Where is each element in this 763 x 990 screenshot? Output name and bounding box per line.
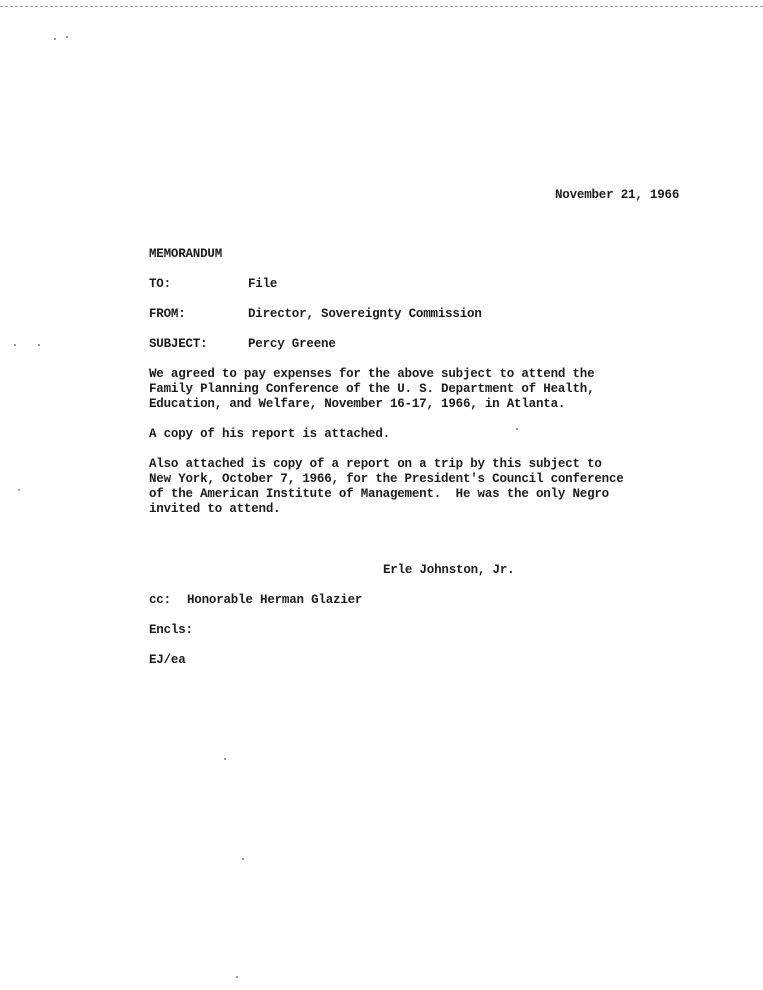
body-paragraph-expenses <box>149 367 594 412</box>
body-line: We agreed to pay expenses for the above subject to attend the <box>149 367 595 381</box>
cc-label: cc: <box>149 593 171 607</box>
scan-speck <box>516 428 518 430</box>
scan-speck <box>242 858 244 860</box>
scan-speck <box>18 489 20 491</box>
body-paragraph-report <box>149 427 390 442</box>
scan-speck <box>14 344 16 346</box>
body-line: of the American Institute of Management. He was the only Negro <box>149 487 609 501</box>
body-line: Family Planning Conference of the U. S. Department of Health, <box>149 382 595 396</box>
body-line: Education, and Welfare, November 16-17, 1966, in Atlanta. <box>149 397 566 411</box>
from-label: FROM: <box>149 307 186 321</box>
scan-speck <box>236 976 238 978</box>
cc-recipient: Honorable Herman Glazier <box>187 593 363 607</box>
signature: Erle Johnston, Jr. <box>383 563 515 577</box>
scan-speck <box>224 758 226 760</box>
body-line: Also attached is copy of a report on a trip by this subject to <box>149 457 602 471</box>
from-value: Director, Sovereignty Commission <box>248 307 482 321</box>
enclosures-label: Encls: <box>149 623 193 637</box>
page-top-edge <box>0 0 763 7</box>
memo-date: November 21, 1966 <box>555 188 680 202</box>
subject-label: SUBJECT: <box>149 337 208 351</box>
body-line: New York, October 7, 1966, for the President's Council conference <box>149 472 624 486</box>
to-value: File <box>248 277 278 291</box>
typist-initials: EJ/ea <box>149 653 186 667</box>
body-line: invited to attend. <box>149 502 281 516</box>
subject-value: Percy Greene <box>248 337 336 351</box>
scan-speck <box>38 344 40 346</box>
scan-speck <box>66 36 68 38</box>
body-line: A copy of his report is attached. <box>149 427 390 441</box>
memo-title: MEMORANDUM <box>149 247 223 261</box>
scan-speck <box>54 38 56 40</box>
to-label: TO: <box>149 277 171 291</box>
body-paragraph-trip <box>149 457 624 517</box>
